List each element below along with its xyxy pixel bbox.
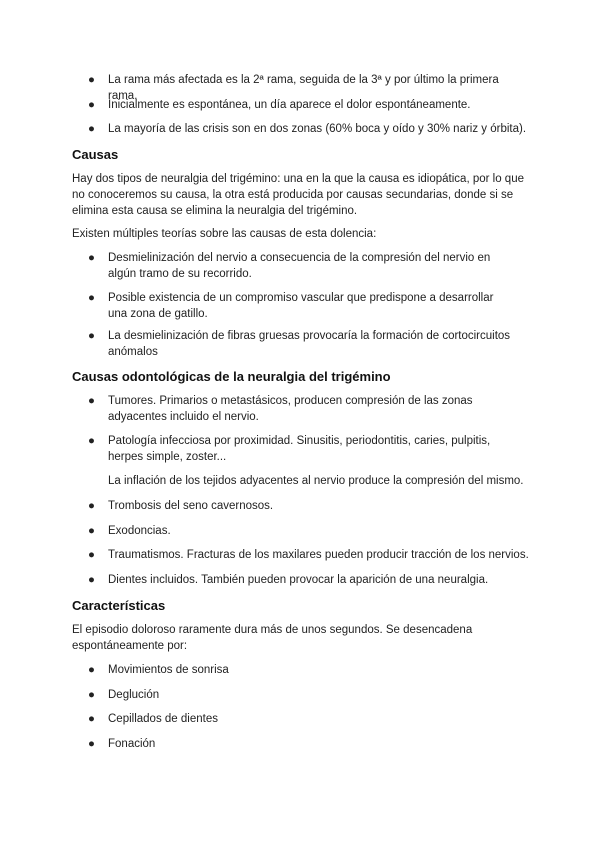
list-item: Trombosis del seno cavernosos. [108, 500, 274, 512]
bullet-icon: ● [88, 549, 95, 561]
bullet-icon: ● [88, 500, 95, 512]
list-item: Deglución [108, 689, 160, 701]
paragraph: El episodio doloroso raramente dura más de unos segundos. Se desencadena espontáneamente por: [72, 624, 473, 652]
bullet-icon: ● [88, 292, 95, 304]
list-item: Movimientos de sonrisa [108, 664, 229, 676]
bullet-icon: ● [88, 738, 95, 750]
bullet-icon: ● [88, 395, 95, 407]
bullet-icon: ● [88, 252, 95, 264]
bullet-icon: ● [88, 689, 95, 701]
bullet-icon: ● [88, 123, 95, 135]
list-item: Exodoncias. [108, 525, 171, 537]
list-item: Traumatismos. Fracturas de los maxilares pueden producir tracción de los nervios. [108, 549, 529, 561]
bullet-icon: ● [88, 525, 95, 537]
bullet-icon: ● [88, 664, 95, 676]
paragraph: Hay dos tipos de neuralgia del trigémino: una en la que la causa es idiopática, por lo que no conoceremos su causa, la otra está producida por causas secundarias, donde si se elimina esta causa se elimina la neuralgia del trigémino. [72, 173, 524, 217]
list-item: La desmielinización de fibras gruesas provocaría la formación de cortocircuitos anómalos [108, 330, 511, 358]
paragraph: Existen múltiples teorías sobre las causas de esta dolencia: [72, 228, 377, 240]
list-item: Dientes incluidos. También pueden provocar la aparición de una neuralgia. [108, 574, 489, 586]
list-item: Posible existencia de un compromiso vascular que predispone a desarrollar una zona de gatillo. [108, 292, 494, 320]
bullet-icon: ● [88, 435, 95, 447]
list-item: La rama más afectada es la 2ª rama, seguida de la 3ª y por último la primera rama. [108, 74, 499, 102]
list-item: La mayoría de las crisis son en dos zonas (60% boca y oído y 30% nariz y órbita). [108, 123, 527, 135]
list-item: Desmielinización del nervio a consecuencia de la compresión del nervio en algún tramo de su recorrido. [108, 252, 491, 280]
bullet-icon: ● [88, 99, 95, 111]
section-heading: Causas [72, 147, 119, 162]
list-item: Cepillados de dientes [108, 713, 218, 725]
section-heading: Características [72, 598, 166, 613]
section-heading: Causas odontológicas de la neuralgia del trigémino [72, 369, 391, 384]
list-item: Tumores. Primarios o metastásicos, producen compresión de las zonas adyacentes incluido el nervio. [108, 395, 473, 423]
paragraph: La inflación de los tejidos adyacentes al nervio produce la compresión del mismo. [108, 475, 524, 487]
list-item: Fonación [108, 738, 156, 750]
list-item: Patología infecciosa por proximidad. Sinusitis, periodontitis, caries, pulpitis, herpes simple, zoster... [108, 435, 491, 463]
bullet-icon: ● [88, 330, 95, 342]
bullet-icon: ● [88, 74, 95, 86]
list-item: Inicialmente es espontánea, un día aparece el dolor espontáneamente. [108, 99, 471, 111]
bullet-icon: ● [88, 713, 95, 725]
bullet-icon: ● [88, 574, 95, 586]
